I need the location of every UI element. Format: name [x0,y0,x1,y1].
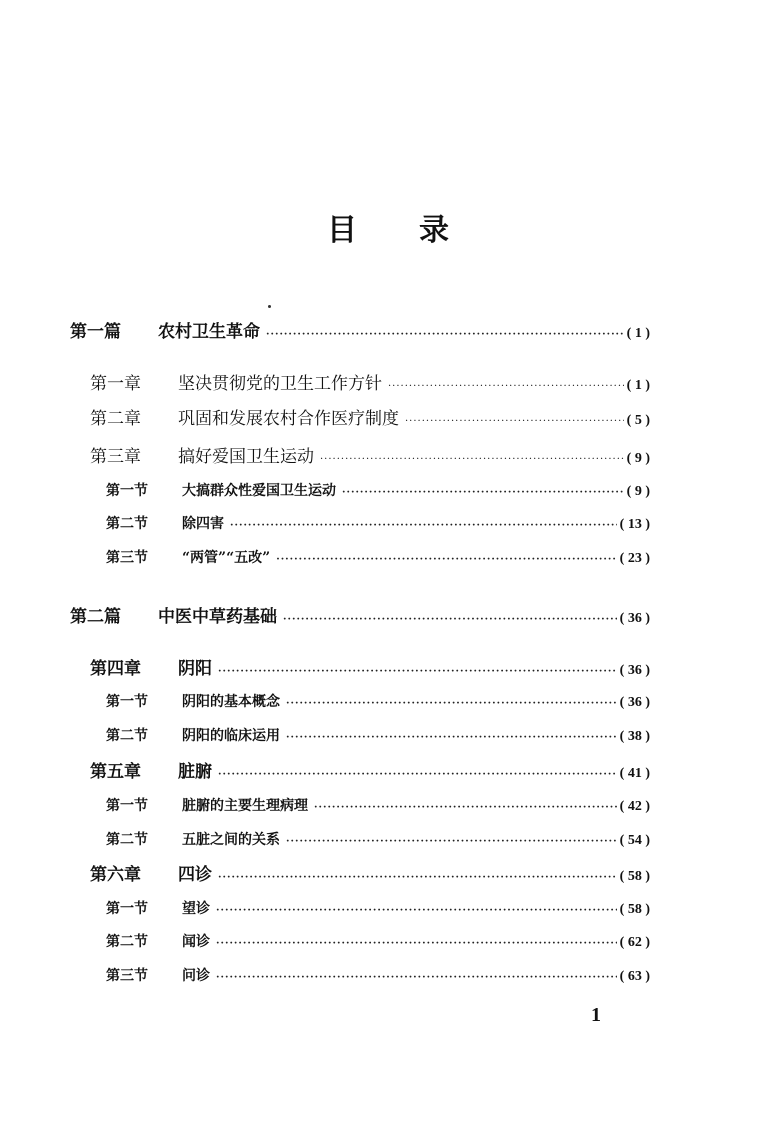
toc-chapter-2[interactable] [90,407,650,431]
toc-section-label: 第一节 [106,694,148,710]
dot-leader [342,481,624,505]
dot-leader [216,932,617,956]
toc-chapter-5[interactable] [90,760,650,784]
toc-section-3-2[interactable] [106,512,650,536]
toc-section-title: 望诊 [182,901,210,917]
dot-leader [218,763,617,787]
toc-page-number: ( 36 ) [619,611,650,626]
toc-section-title: 闻诊 [182,934,210,950]
toc-section-title: “两管”“五改” [182,550,271,566]
toc-page-number: ( 42 ) [619,799,650,814]
toc-section-3-1[interactable] [106,479,650,503]
toc-chapter-title: 阴阳 [178,659,212,679]
toc-page-number: ( 5 ) [626,413,650,428]
toc-page-number: ( 58 ) [619,902,650,917]
toc-section-label: 第二节 [106,832,148,848]
toc-page-number: ( 36 ) [619,663,650,678]
toc-section-label: 第一节 [106,483,148,499]
toc-page-number: ( 63 ) [619,969,650,984]
toc-page-number: ( 1 ) [626,378,650,393]
dot-leader [218,660,617,684]
toc-chapter-label: 第一章 [90,374,141,394]
title-char-2: 录 [419,213,449,248]
toc-chapter-title: 搞好爱国卫生运动 [178,447,314,467]
toc-section-5-1[interactable] [106,794,650,818]
dot-leader [266,323,624,347]
toc-chapter-title: 巩固和发展农村合作医疗制度 [178,409,399,429]
toc-section-label: 第一节 [106,798,148,814]
dot-leader [286,830,617,854]
dot-leader [276,548,616,572]
page-title [0,205,776,249]
toc-chapter-3[interactable] [90,445,650,469]
dot-leader [218,866,617,890]
toc-section-title: 阴阳的临床运用 [182,728,280,744]
toc-page-number: ( 9 ) [626,484,650,499]
toc-page-number: ( 54 ) [619,833,650,848]
dot-leader [286,726,617,750]
toc-part-label: 第一篇 [70,322,121,342]
toc-page-number: ( 9 ) [626,451,650,466]
dot-leader [283,608,617,632]
toc-page-number: ( 36 ) [619,695,650,710]
toc-page-number: ( 13 ) [619,517,650,532]
toc-chapter-label: 第六章 [90,865,141,885]
print-speck [268,305,271,308]
toc-chapter-title: 四诊 [178,865,212,885]
toc-part-label: 第二篇 [70,607,121,627]
toc-chapter-label: 第四章 [90,659,141,679]
title-char-1: 目 [327,213,357,248]
toc-chapter-title: 坚决贯彻党的卫生工作方针 [178,374,382,394]
toc-section-4-1[interactable] [106,690,650,714]
toc-page-number: ( 1 ) [626,326,650,341]
toc-section-label: 第三节 [106,968,148,984]
toc-page-number: ( 23 ) [619,551,650,566]
page-number: 1 [591,1004,601,1026]
toc-section-label: 第二节 [106,516,148,532]
toc-section-3-3[interactable] [106,546,650,570]
toc-part-2[interactable] [70,605,650,629]
toc-section-6-1[interactable] [106,897,650,921]
toc-section-5-2[interactable] [106,828,650,852]
toc-section-title: 问诊 [182,968,210,984]
toc-section-label: 第二节 [106,934,148,950]
toc-chapter-label: 第五章 [90,762,141,782]
toc-section-title: 五脏之间的关系 [182,832,280,848]
toc-page-number: ( 58 ) [619,869,650,884]
dot-leader [314,796,617,820]
toc-chapter-title: 脏腑 [178,762,212,782]
toc-section-title: 大搞群众性爱国卫生运动 [182,483,336,499]
toc-section-label: 第三节 [106,550,148,566]
toc-chapter-label: 第二章 [90,409,141,429]
toc-part-title: 农村卫生革命 [158,322,260,342]
toc-section-label: 第二节 [106,728,148,744]
dot-leader [388,375,624,399]
toc-page-number: ( 38 ) [619,729,650,744]
toc-chapter-label: 第三章 [90,447,141,467]
toc-section-title: 除四害 [182,516,224,532]
dot-leader [216,966,617,990]
dot-leader [216,899,617,923]
toc-section-4-2[interactable] [106,724,650,748]
toc-chapter-6[interactable] [90,863,650,887]
toc-page-number: ( 62 ) [619,935,650,950]
dot-leader [286,692,617,716]
dot-leader [320,448,624,472]
toc-chapter-4[interactable] [90,657,650,681]
toc-part-1[interactable] [70,320,650,344]
toc-section-title: 脏腑的主要生理病理 [182,798,308,814]
dot-leader [230,514,617,538]
toc-section-6-2[interactable] [106,930,650,954]
dot-leader [405,410,624,434]
toc-part-title: 中医中草药基础 [158,607,277,627]
toc-chapter-1[interactable] [90,372,650,396]
toc-section-label: 第一节 [106,901,148,917]
toc-section-title: 阴阳的基本概念 [182,694,280,710]
toc-section-6-3[interactable] [106,964,650,988]
toc-page-number: ( 41 ) [619,766,650,781]
